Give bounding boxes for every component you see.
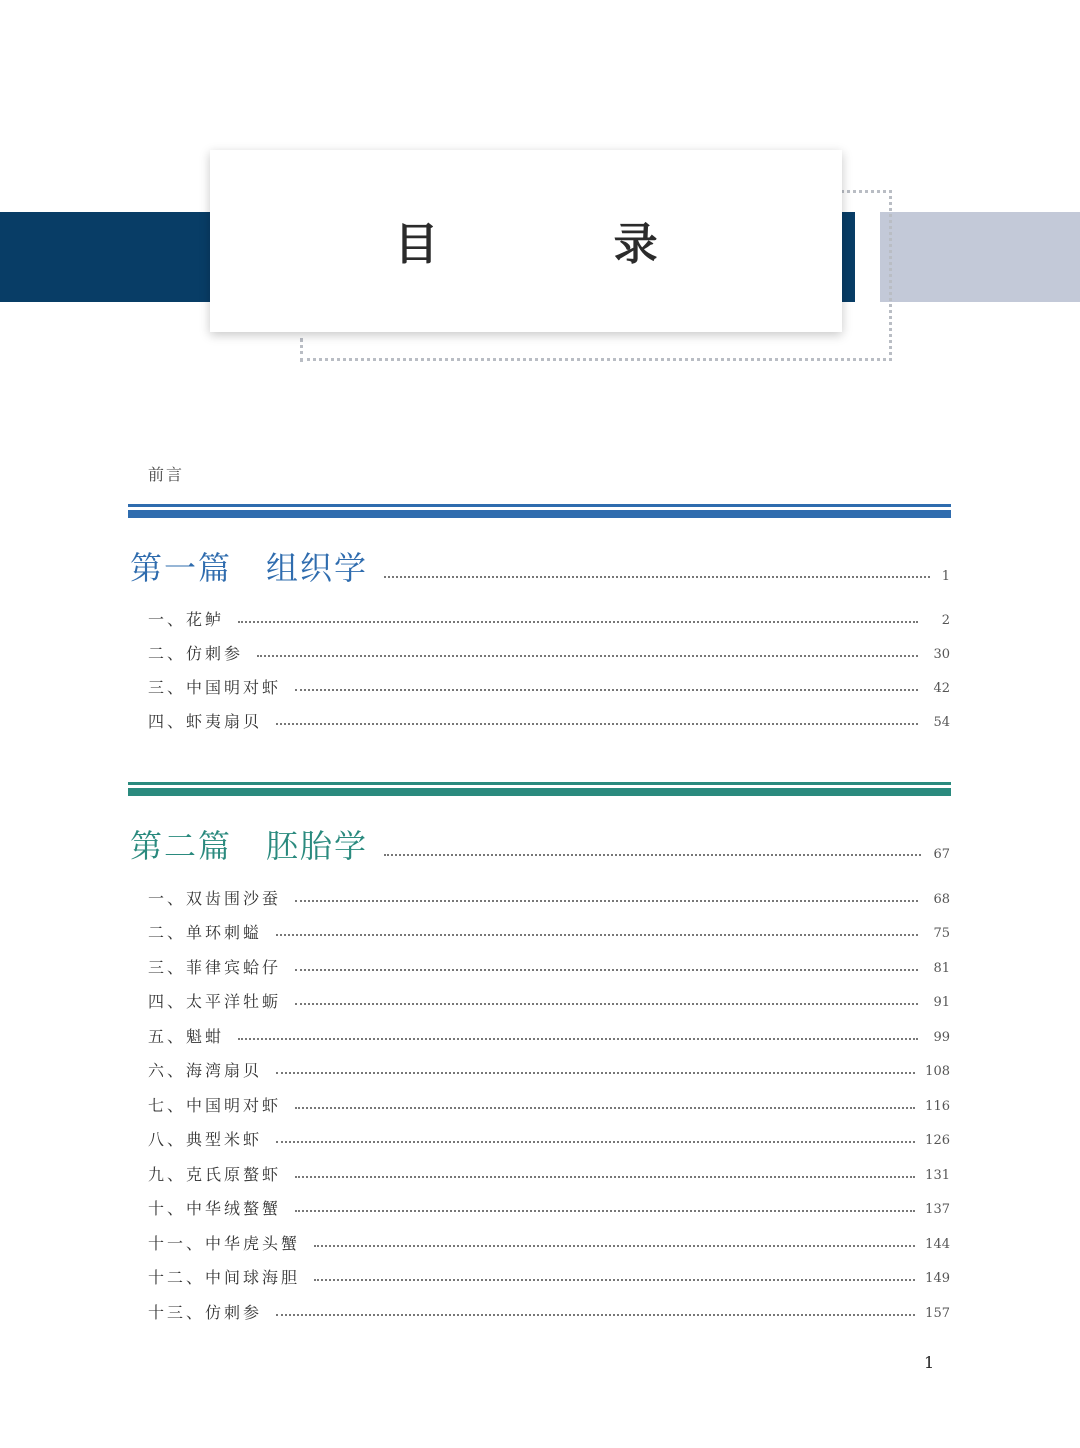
toc-entry-label: 六、海湾扇贝 <box>148 1061 263 1080</box>
toc-entry-page: 116 <box>925 1099 950 1114</box>
toc-entry-label: 十、中华绒螯蟹 <box>148 1199 282 1218</box>
toc-entry-label: 四、太平洋牡蛎 <box>148 992 282 1011</box>
toc-entry-page: 54 <box>933 715 950 730</box>
leader-dots <box>295 1210 915 1212</box>
toc-entry-label: 三、菲律宾蛤仔 <box>148 958 282 977</box>
toc-entry[interactable] <box>148 1228 950 1252</box>
toc-entry-label: 十一、中华虎头蟹 <box>148 1234 301 1253</box>
toc-entry-page: 131 <box>925 1168 950 1183</box>
part2-rule <box>128 782 951 796</box>
leader-dots <box>276 1141 915 1143</box>
toc-entry-label: 四、虾夷扇贝 <box>148 712 263 731</box>
toc-entry-page: 126 <box>925 1133 950 1148</box>
leader-dots <box>276 723 918 725</box>
toc-entry-label: 五、魁蚶 <box>148 1027 225 1046</box>
leader-dots <box>238 621 918 623</box>
leader-dots <box>276 1314 915 1316</box>
title-card <box>210 150 842 332</box>
toc-entry[interactable] <box>148 1055 950 1079</box>
header-band-grey <box>880 212 1080 302</box>
leader-dots <box>295 689 918 691</box>
part1-title: 第一篇 组织学 <box>130 549 369 587</box>
dotted-frame-left <box>300 338 303 362</box>
page-title: 目 录 <box>394 219 738 270</box>
toc-entry[interactable] <box>148 1297 950 1321</box>
toc-entry-page: 149 <box>925 1271 950 1286</box>
toc-entry[interactable] <box>148 638 950 662</box>
toc-entry-page: 91 <box>933 995 950 1010</box>
toc-entry-label: 十二、中间球海胆 <box>148 1268 301 1287</box>
toc-entry-label: 三、中国明对虾 <box>148 678 282 697</box>
leader-dots <box>238 1038 918 1040</box>
part2-heading[interactable] <box>130 818 950 865</box>
leader-dots <box>295 1107 915 1109</box>
toc-entry-label: 二、仿刺参 <box>148 644 244 663</box>
leader-dots <box>295 1003 918 1005</box>
part1-heading[interactable] <box>130 540 950 587</box>
leader-dots <box>314 1245 915 1247</box>
toc-entry-page: 68 <box>933 892 950 907</box>
toc-entry-page: 81 <box>933 961 950 976</box>
toc-entry[interactable] <box>148 1124 950 1148</box>
page-number: 1 <box>924 1353 935 1372</box>
leader-dots <box>257 655 918 657</box>
toc-entry-page: 108 <box>925 1064 950 1079</box>
toc-entry-label: 一、花鲈 <box>148 610 225 629</box>
leader-dots <box>295 1176 915 1178</box>
part1-page: 1 <box>941 569 950 584</box>
toc-entry-page: 30 <box>933 647 950 662</box>
leader-dots <box>314 1279 915 1281</box>
leader-dots <box>295 900 918 902</box>
toc-entry-label: 二、单环刺螠 <box>148 923 263 942</box>
toc-entry[interactable] <box>148 604 950 628</box>
toc-entry-label: 八、典型米虾 <box>148 1130 263 1149</box>
toc-entry-page: 99 <box>933 1030 950 1045</box>
toc-entry-label: 七、中国明对虾 <box>148 1096 282 1115</box>
toc-entry-page: 42 <box>933 681 950 696</box>
toc-entry-page: 137 <box>925 1202 950 1217</box>
toc-entry-label: 九、克氏原螯虾 <box>148 1165 282 1184</box>
toc-entry[interactable] <box>148 883 950 907</box>
leader-dots <box>276 934 918 936</box>
toc-entry-page: 2 <box>941 613 950 628</box>
toc-entry[interactable] <box>148 1090 950 1114</box>
leader-dots <box>384 854 921 856</box>
toc-entry[interactable] <box>148 952 950 976</box>
toc-entry[interactable] <box>148 917 950 941</box>
toc-entry[interactable] <box>148 1262 950 1286</box>
toc-entry[interactable] <box>148 1021 950 1045</box>
toc-entry[interactable] <box>148 986 950 1010</box>
part2-page: 67 <box>933 847 950 862</box>
leader-dots <box>276 1072 915 1074</box>
toc-entry-page: 144 <box>925 1237 950 1252</box>
leader-dots <box>295 969 918 971</box>
leader-dots <box>384 576 930 578</box>
part2-title: 第二篇 胚胎学 <box>130 827 369 865</box>
toc-entry[interactable] <box>148 1193 950 1217</box>
preface-entry[interactable]: 前言 <box>148 465 185 484</box>
toc-entry-page: 157 <box>925 1306 950 1321</box>
toc-entry[interactable] <box>148 1159 950 1183</box>
toc-entry-page: 75 <box>933 926 950 941</box>
toc-entry-label: 一、双齿围沙蚕 <box>148 889 282 908</box>
toc-entry-label: 十三、仿刺参 <box>148 1303 263 1322</box>
toc-entry[interactable] <box>148 706 950 730</box>
toc-entry[interactable] <box>148 672 950 696</box>
part1-rule <box>128 504 951 518</box>
